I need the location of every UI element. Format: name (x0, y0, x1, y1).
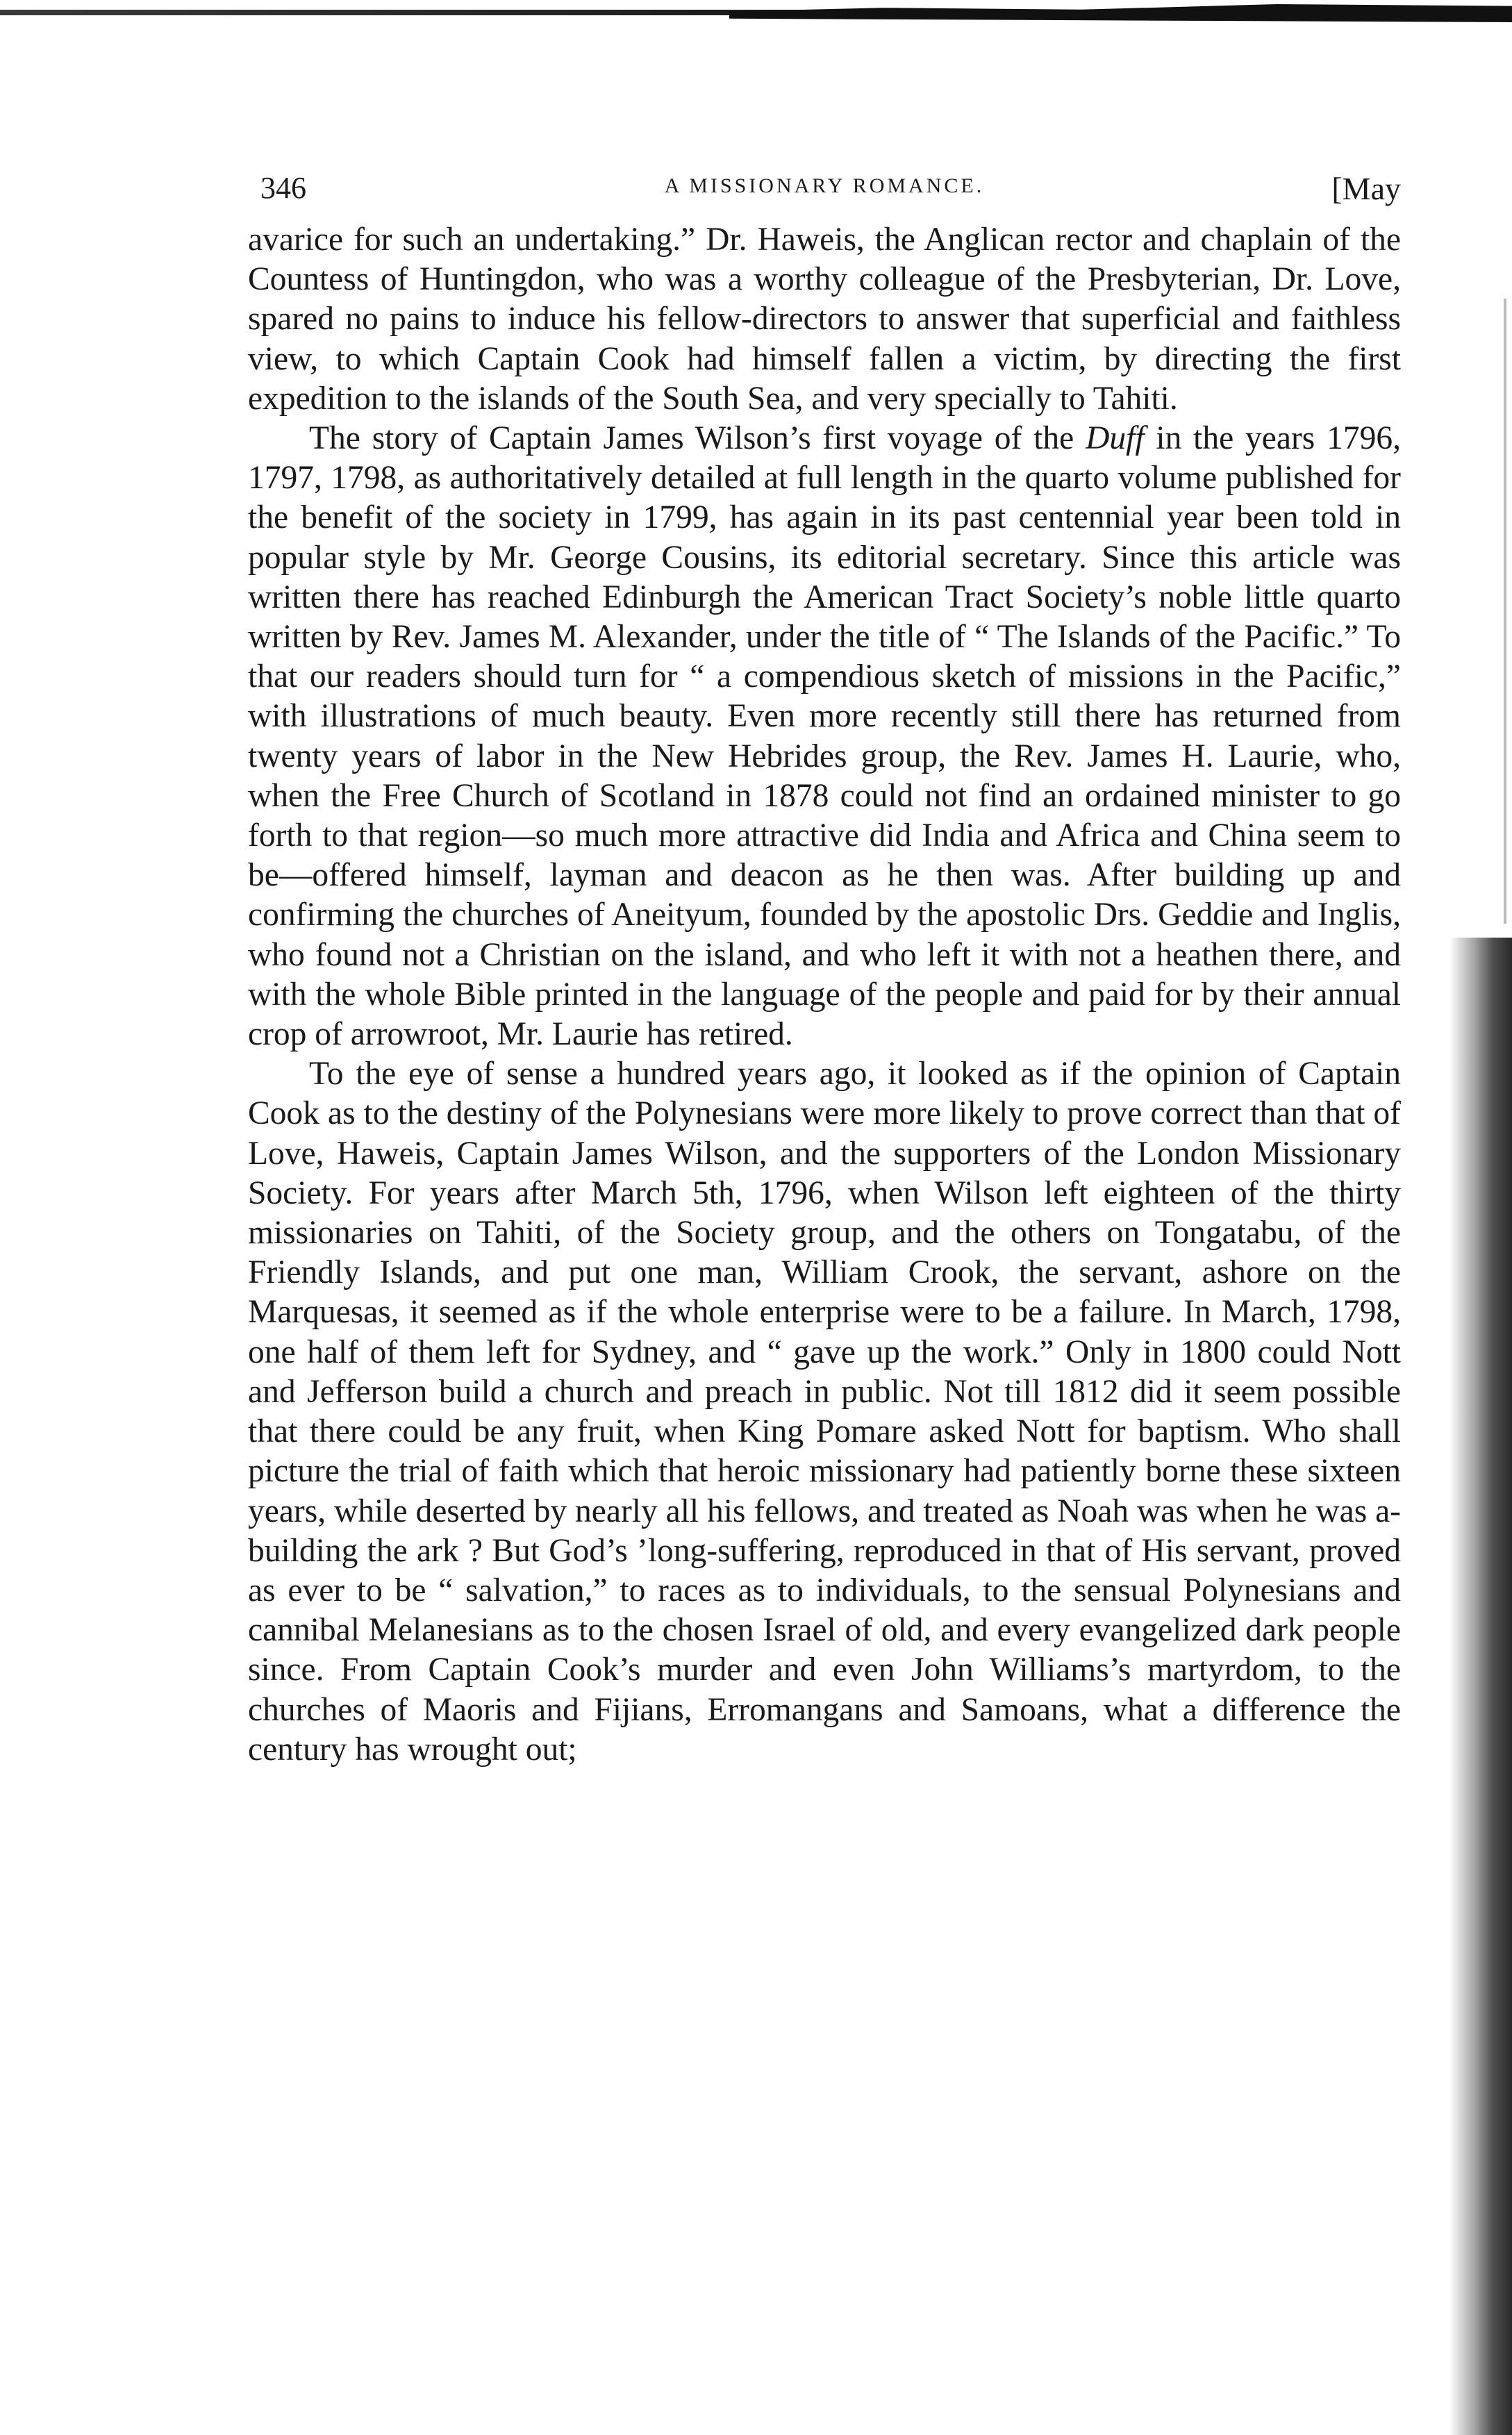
ship-name: Duff (1086, 420, 1145, 457)
paragraph-2 (248, 419, 1401, 1054)
running-header (248, 149, 1401, 212)
running-title: A MISSIONARY ROMANCE. (664, 174, 985, 197)
scan-binding-shadow (1449, 938, 1512, 2435)
running-month: [May (1331, 171, 1401, 206)
scan-top-edge (0, 0, 1512, 28)
body-text (248, 220, 1401, 1770)
paragraph-2-start: The story of Captain James Wilson’s first voyage of the (309, 420, 1086, 457)
paragraph-2-rest: in the years 1796, 1797, 1798, as authoritatively detailed at full length in the quarto volume published for the benefit of the society in 1799, has again in its past centennial year been told in popular style by Mr. George Cousins, its editorial secretary. Since this article was written there has reached Edinburgh the American Tract Society’s noble little quarto written by Rev. James M. Alexander, under the title of “ The Islands of the Pacific.” To that our readers should turn for “ a compendious sketch of missions in the Pacific,” with illustrations of much beauty. Even more recently still there has returned from twenty years of labor in the New Hebrides group, the Rev. James H. Laurie, who, when the Free Church of Scotland in 1878 could not find an ordained minister to go forth to that region—so much more attractive did India and Africa and China seem to be—offered himself, layman and deacon as he then was. After building up and confirming the churches of Aneityum, founded by the apostolic Drs. Geddie and Inglis, who found not a Christian on the island, and who left it with not a heathen there, and with the whole Bible printed in the language of the people and paid for by their annual crop of arrowroot, Mr. Laurie has retired. (248, 420, 1401, 1053)
paragraph-3: To the eye of sense a hundred years ago, it looked as if the opinion of Captain Cook as to the destiny of the Polynesians were more likely to prove correct than that of Love, Haweis, Captain James Wilson, and the supporters of the London Missionary Society. For years after March 5th, 1796, when Wilson left eighteen of the thirty missionaries on Tahiti, of the Society group, and the others on Tongatabu, of the Friendly Islands, and put one man, William Crook, the servant, ashore on the Marquesas, it seemed as if the whole enterprise were to be a failure. In March, 1798, one half of them left for Sydney, and “ gave up the work.” Only in 1800 could Nott and Jefferson build a church and preach in public. Not till 1812 did it seem possible that there could be any fruit, when King Pomare asked Nott for baptism. Who shall picture the trial of faith which that heroic missionary had patiently borne these sixteen years, while deserted by nearly all his fellows, and treated as Noah was when he was a-building the ark ? But God’s ’long-suffering, reproduced in that of His servant, proved as ever to be “ salvation,” to races as to individuals, to the sensual Polynesians and cannibal Melanesians as to the chosen Israel of old, and every evangelized dark people since. From Captain Cook’s murder and even John Williams’s martyrdom, to the churches of Maoris and Fijians, Erromangans and Samoans, what a difference the century has wrought out; (248, 1056, 1401, 1768)
page-number: 346 (260, 171, 306, 205)
scan-margin-line (1504, 299, 1506, 924)
paragraph-1: avarice for such an undertaking.” Dr. Haweis, the Anglican rector and chaplain of the Countess of Huntingdon, who was a worthy colleague of the Presbyterian, Dr. Love, spared no pains to induce his fellow-directors to answer that superficial and faithless view, to which Captain Cook had himself fallen a victim, by directing the first expedition to the islands of the South Sea, and very specially to Tahiti. (248, 222, 1401, 417)
page (248, 149, 1401, 1770)
scan-edge-torn (729, 4, 1512, 22)
